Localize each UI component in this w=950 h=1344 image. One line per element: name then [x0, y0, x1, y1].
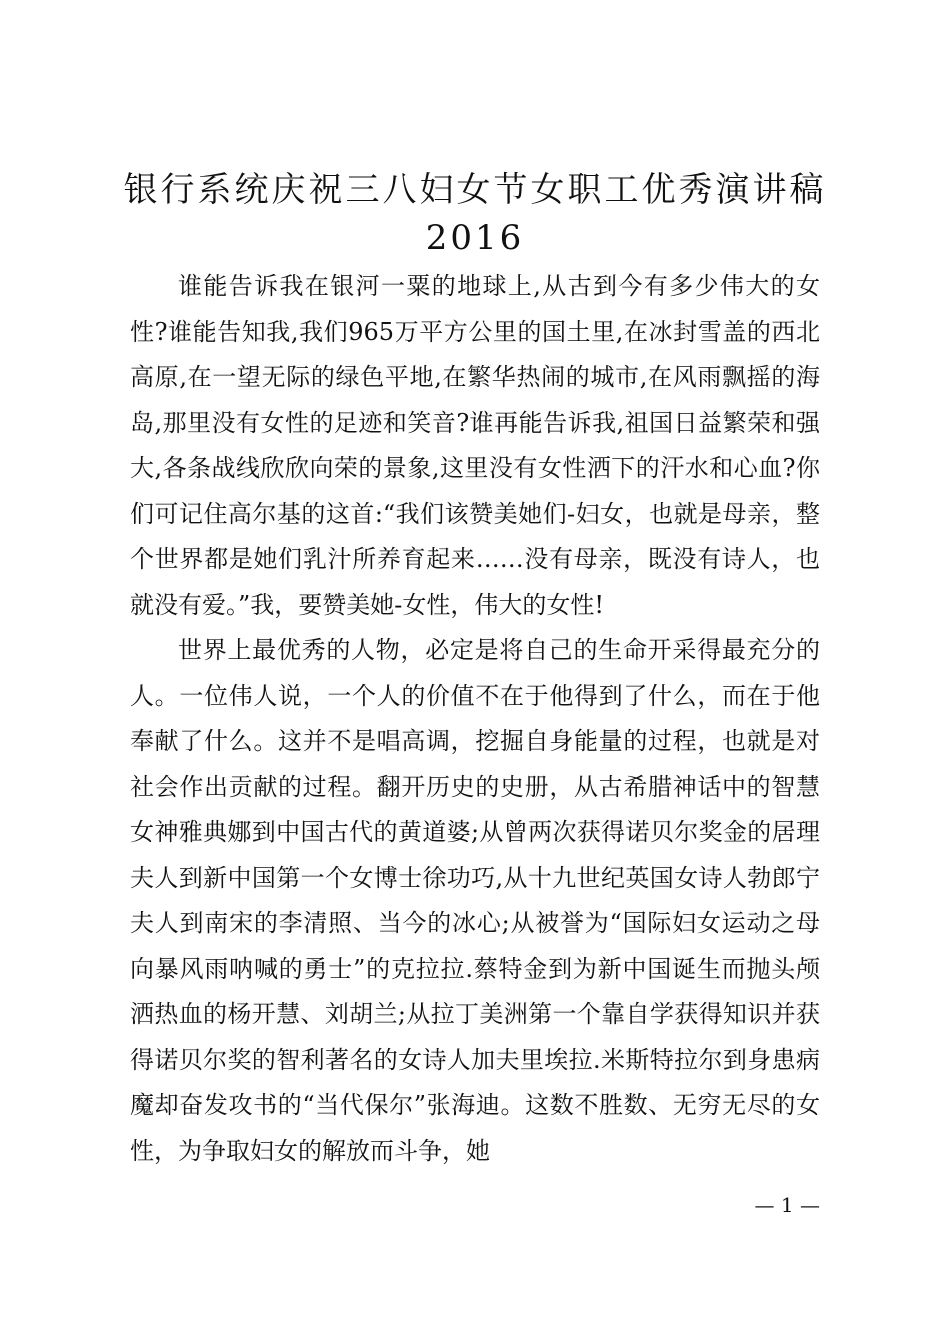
document-title — [100, 166, 850, 262]
document-body — [130, 264, 820, 1174]
paragraph-1: 谁能告诉我在银河一粟的地球上,从古到今有多少伟大的女性?谁能告知我,我们965万平方公里的国土里,在冰封雪盖的西北高原,在一望无际的绿色平地,在繁华热闹的城市,在风雨飘摇的海岛,那里没有女性的足迹和笑音?谁再能告诉我,祖国日益繁荣和强大,各条战线欣欣向荣的景象,这里没有女性洒下的汗水和心血?你们可记住高尔基的这首:“我们该赞美她们-妇女，也就是母亲，整个世界都是她们乳汁所养育起来……没有母亲，既没有诗人，也就没有爱。”我，要赞美她-女性，伟大的女性! — [130, 272, 820, 619]
paragraph-2: 世界上最优秀的人物，必定是将自己的生命开采得最充分的人。一位伟人说，一个人的价值不在于他得到了什么，而在于他奉献了什么。这并不是唱高调，挖掘自身能量的过程，也就是对社会作出贡献的过程。翻开历史的史册，从古希腊神话中的智慧女神雅典娜到中国古代的黄道婆;从曾两次获得诺贝尔奖金的居理夫人到新中国第一个女博士徐功巧,从十九世纪英国女诗人勃郎宁夫人到南宋的李清照、当今的冰心;从被誉为“国际妇女运动之母向暴风雨呐喊的勇士”的克拉拉.蔡特金到为新中国诞生而抛头颅洒热血的杨开慧、刘胡兰;从拉丁美洲第一个靠自学获得知识并获得诺贝尔奖的智利著名的女诗人加夫里埃拉.米斯特拉尔到身患病魔却奋发攻书的“当代保尔”张海迪。这数不胜数、无穷无尽的女性，为争取妇女的解放而斗争，她 — [130, 636, 820, 1165]
page-number: — 1 — — [754, 1193, 820, 1217]
title-line-1: 银行系统庆祝三八妇女节女职工优秀演讲稿 — [123, 170, 827, 210]
title-line-2: 2016 — [425, 218, 525, 258]
